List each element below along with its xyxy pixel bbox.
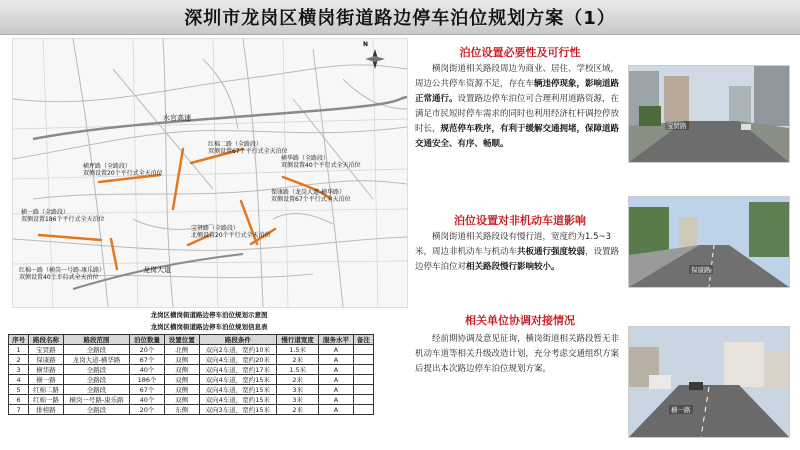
map-label-hengyi: 横一路（全路段） 双侧设置186个平行式全天泊位 <box>21 209 105 223</box>
col-header: 泊位数量 <box>130 335 165 345</box>
map-label-baoxian: 宝贤路（全路段） 北侧设置20个平行式全天泊位 <box>191 225 271 239</box>
paragraph-run: 横岗街道相关路段周边为商业、居住、学校区域，周边公共停车资源不足，存在车 <box>415 64 620 89</box>
table-cell: 3米 <box>277 385 319 395</box>
table-cell: 20个 <box>130 405 165 415</box>
table-cell: 东侧 <box>164 405 199 415</box>
table-cell: 67个 <box>130 385 165 395</box>
table-cell: 双向2车道，宽约10米 <box>199 345 277 355</box>
map-label-shuiguan: 水官高速 <box>163 114 191 122</box>
table-cell: 宝贤路 <box>29 345 64 355</box>
table-cell <box>353 405 373 415</box>
table-row <box>9 375 374 385</box>
table-cell: 双侧 <box>164 365 199 375</box>
table-cell: 双侧 <box>164 355 199 365</box>
table-cell: 双向4车道，宽约15米 <box>199 395 277 405</box>
table-cell: 排榜路 <box>29 405 64 415</box>
table-cell: A <box>319 365 354 375</box>
table-cell: 6 <box>9 395 29 405</box>
table-cell: 2米 <box>277 375 319 385</box>
table-cell: 20个 <box>130 345 165 355</box>
table-row <box>9 345 374 355</box>
table-row <box>9 405 374 415</box>
table-cell <box>353 385 373 395</box>
table-cell <box>353 345 373 355</box>
table-row <box>9 385 374 395</box>
map-label-hongmian2: 红棉二路（全路段） 双侧设置67个平行式全天泊位 <box>208 141 288 155</box>
table-cell: 全路段 <box>63 365 129 375</box>
table-cell: 保康路 <box>29 355 64 365</box>
col-header: 路段条件 <box>199 335 277 345</box>
paragraph-run: 经前期协调及意见征询，横岗街道相关路段暂无非机动车道等相关升级改造计划，充分考虑交通组织方案后提出本次路边停车泊位规划方案。 <box>415 334 620 374</box>
table-cell: 1.5米 <box>277 365 319 375</box>
table-cell: 3米 <box>277 395 319 405</box>
paragraph-run: 共板通行强度较弱 <box>517 247 586 257</box>
table-cell: 40个 <box>130 395 165 405</box>
paragraph-run: 辆违停现象，影响道路正常通行。 <box>415 79 620 104</box>
table-cell: A <box>319 385 354 395</box>
table-cell: 红棉二路 <box>29 385 64 395</box>
paragraph-run: 横岗街道相关路段设有慢行道，宽度约为1.5~3米，周边非机动车与机动车 <box>415 232 612 257</box>
col-header: 服务水平 <box>319 335 354 345</box>
table-row <box>9 395 374 405</box>
table-cell <box>353 395 373 405</box>
table-cell: 双侧 <box>164 395 199 405</box>
table-cell: 双向4车道，宽约15米 <box>199 385 277 395</box>
table-cell: A <box>319 375 354 385</box>
table-cell: 2米 <box>277 405 319 415</box>
table-cell <box>353 365 373 375</box>
col-header: 设置位置 <box>164 335 199 345</box>
table-cell <box>353 375 373 385</box>
table-row <box>9 355 374 365</box>
col-header: 路段名称 <box>29 335 64 345</box>
street-photo-baokang <box>628 196 790 288</box>
table-cell: 横岗一号路-康乐路 <box>63 395 129 405</box>
map-label-hongmian1: 红棉一路（横岗一号路-康乐路） 双侧设置40个平行式全天泊位 <box>19 267 106 281</box>
table-cell: 红棉一路 <box>29 395 64 405</box>
table-body <box>9 345 374 415</box>
map-label-paibang: 横坪路（全路段） 双侧设置20个平行式全天泊位 <box>83 163 163 177</box>
parking-info-table <box>8 334 374 415</box>
table-cell: 双向4车道，宽约15米 <box>199 375 277 385</box>
section-text-necessity <box>415 62 620 152</box>
paragraph-run: 设置路边停车泊位可合理利用道路资源，在满足市民短时停车需求的同时也利用经济杠杆调控停放时长， <box>415 94 620 134</box>
table-cell: 横一路 <box>29 375 64 385</box>
table-cell: 横华路 <box>29 365 64 375</box>
table-cell: 全路段 <box>63 345 129 355</box>
table-cell: 186个 <box>130 375 165 385</box>
table-cell: 5 <box>9 385 29 395</box>
table-cell: 3 <box>9 365 29 375</box>
table-cell: 全路段 <box>63 405 129 415</box>
table-header-row <box>9 335 374 345</box>
page-title: 深圳市龙岗区横岗街道路边停车泊位规划方案（1） <box>184 8 616 29</box>
planning-map <box>12 38 408 308</box>
photo-label: 横一路 <box>671 406 691 414</box>
street-photo-hengyi <box>628 326 790 438</box>
north-mark: N <box>363 41 369 48</box>
section-title-coordination: 相关单位协调对接情况 <box>465 314 575 327</box>
map-caption: 龙岗区横岗街道路边停车泊位规划示意图 <box>150 311 268 319</box>
table-cell <box>353 355 373 365</box>
table-cell: 全路段 <box>63 385 129 395</box>
table-cell: 67个 <box>130 355 165 365</box>
photo-label: 宝贤路 <box>667 122 687 130</box>
section-text-coordination <box>415 332 620 377</box>
paragraph-run: ，设置路边停车泊位对 <box>415 247 620 272</box>
section-title-nonmotor-impact: 泊位设置对非机动车道影响 <box>454 214 586 227</box>
street-photo-baoxian <box>628 65 790 163</box>
table-cell: 双侧 <box>164 385 199 395</box>
photo-label: 保康路 <box>691 266 711 274</box>
col-header: 路段范围 <box>63 335 129 345</box>
table-cell: 双向4车道，宽约20米 <box>199 355 277 365</box>
table-cell: 龙岗大道-横华路 <box>63 355 129 365</box>
table-cell: A <box>319 345 354 355</box>
table-cell: A <box>319 395 354 405</box>
table-cell: 2 <box>9 355 29 365</box>
table-cell: 1 <box>9 345 29 355</box>
col-header: 慢行道宽度 <box>277 335 319 345</box>
map-label-baokang: 保康路（龙岗大道-横华路） 双侧设置67个平行式全天泊位 <box>271 189 351 203</box>
col-header: 序号 <box>9 335 29 345</box>
table-cell: 4 <box>9 375 29 385</box>
paragraph-run: 相关路段慢行影响较小。 <box>466 262 560 272</box>
table-cell: A <box>319 355 354 365</box>
table-cell: 40个 <box>130 365 165 375</box>
section-title-necessity: 泊位设置必要性及可行性 <box>459 46 581 59</box>
section-text-nonmotor-impact <box>415 230 620 275</box>
table-cell: 双向3车道，宽约15米 <box>199 405 277 415</box>
table-cell: A <box>319 405 354 415</box>
table-row <box>9 365 374 375</box>
paragraph-run: 规范停车秩序，有利于缓解交通拥堵，保障道路交通安全、有序、畅顺。 <box>415 124 620 149</box>
col-header: 备注 <box>353 335 373 345</box>
table-caption: 龙岗区横岗街道路边停车泊位规划信息表 <box>150 323 268 331</box>
table-cell: 北侧 <box>164 345 199 355</box>
table-cell: 双侧 <box>164 375 199 385</box>
table-cell: 双向4车道，宽约17米 <box>199 365 277 375</box>
map-label-longgang-avenue: 龙岗大道 <box>143 266 171 274</box>
table-cell: 2米 <box>277 355 319 365</box>
table-cell: 1.5米 <box>277 345 319 355</box>
table-cell: 7 <box>9 405 29 415</box>
map-label-henghua: 横华路（全路段） 双侧设置40个平行式全天泊位 <box>281 155 361 169</box>
table-cell: 全路段 <box>63 375 129 385</box>
